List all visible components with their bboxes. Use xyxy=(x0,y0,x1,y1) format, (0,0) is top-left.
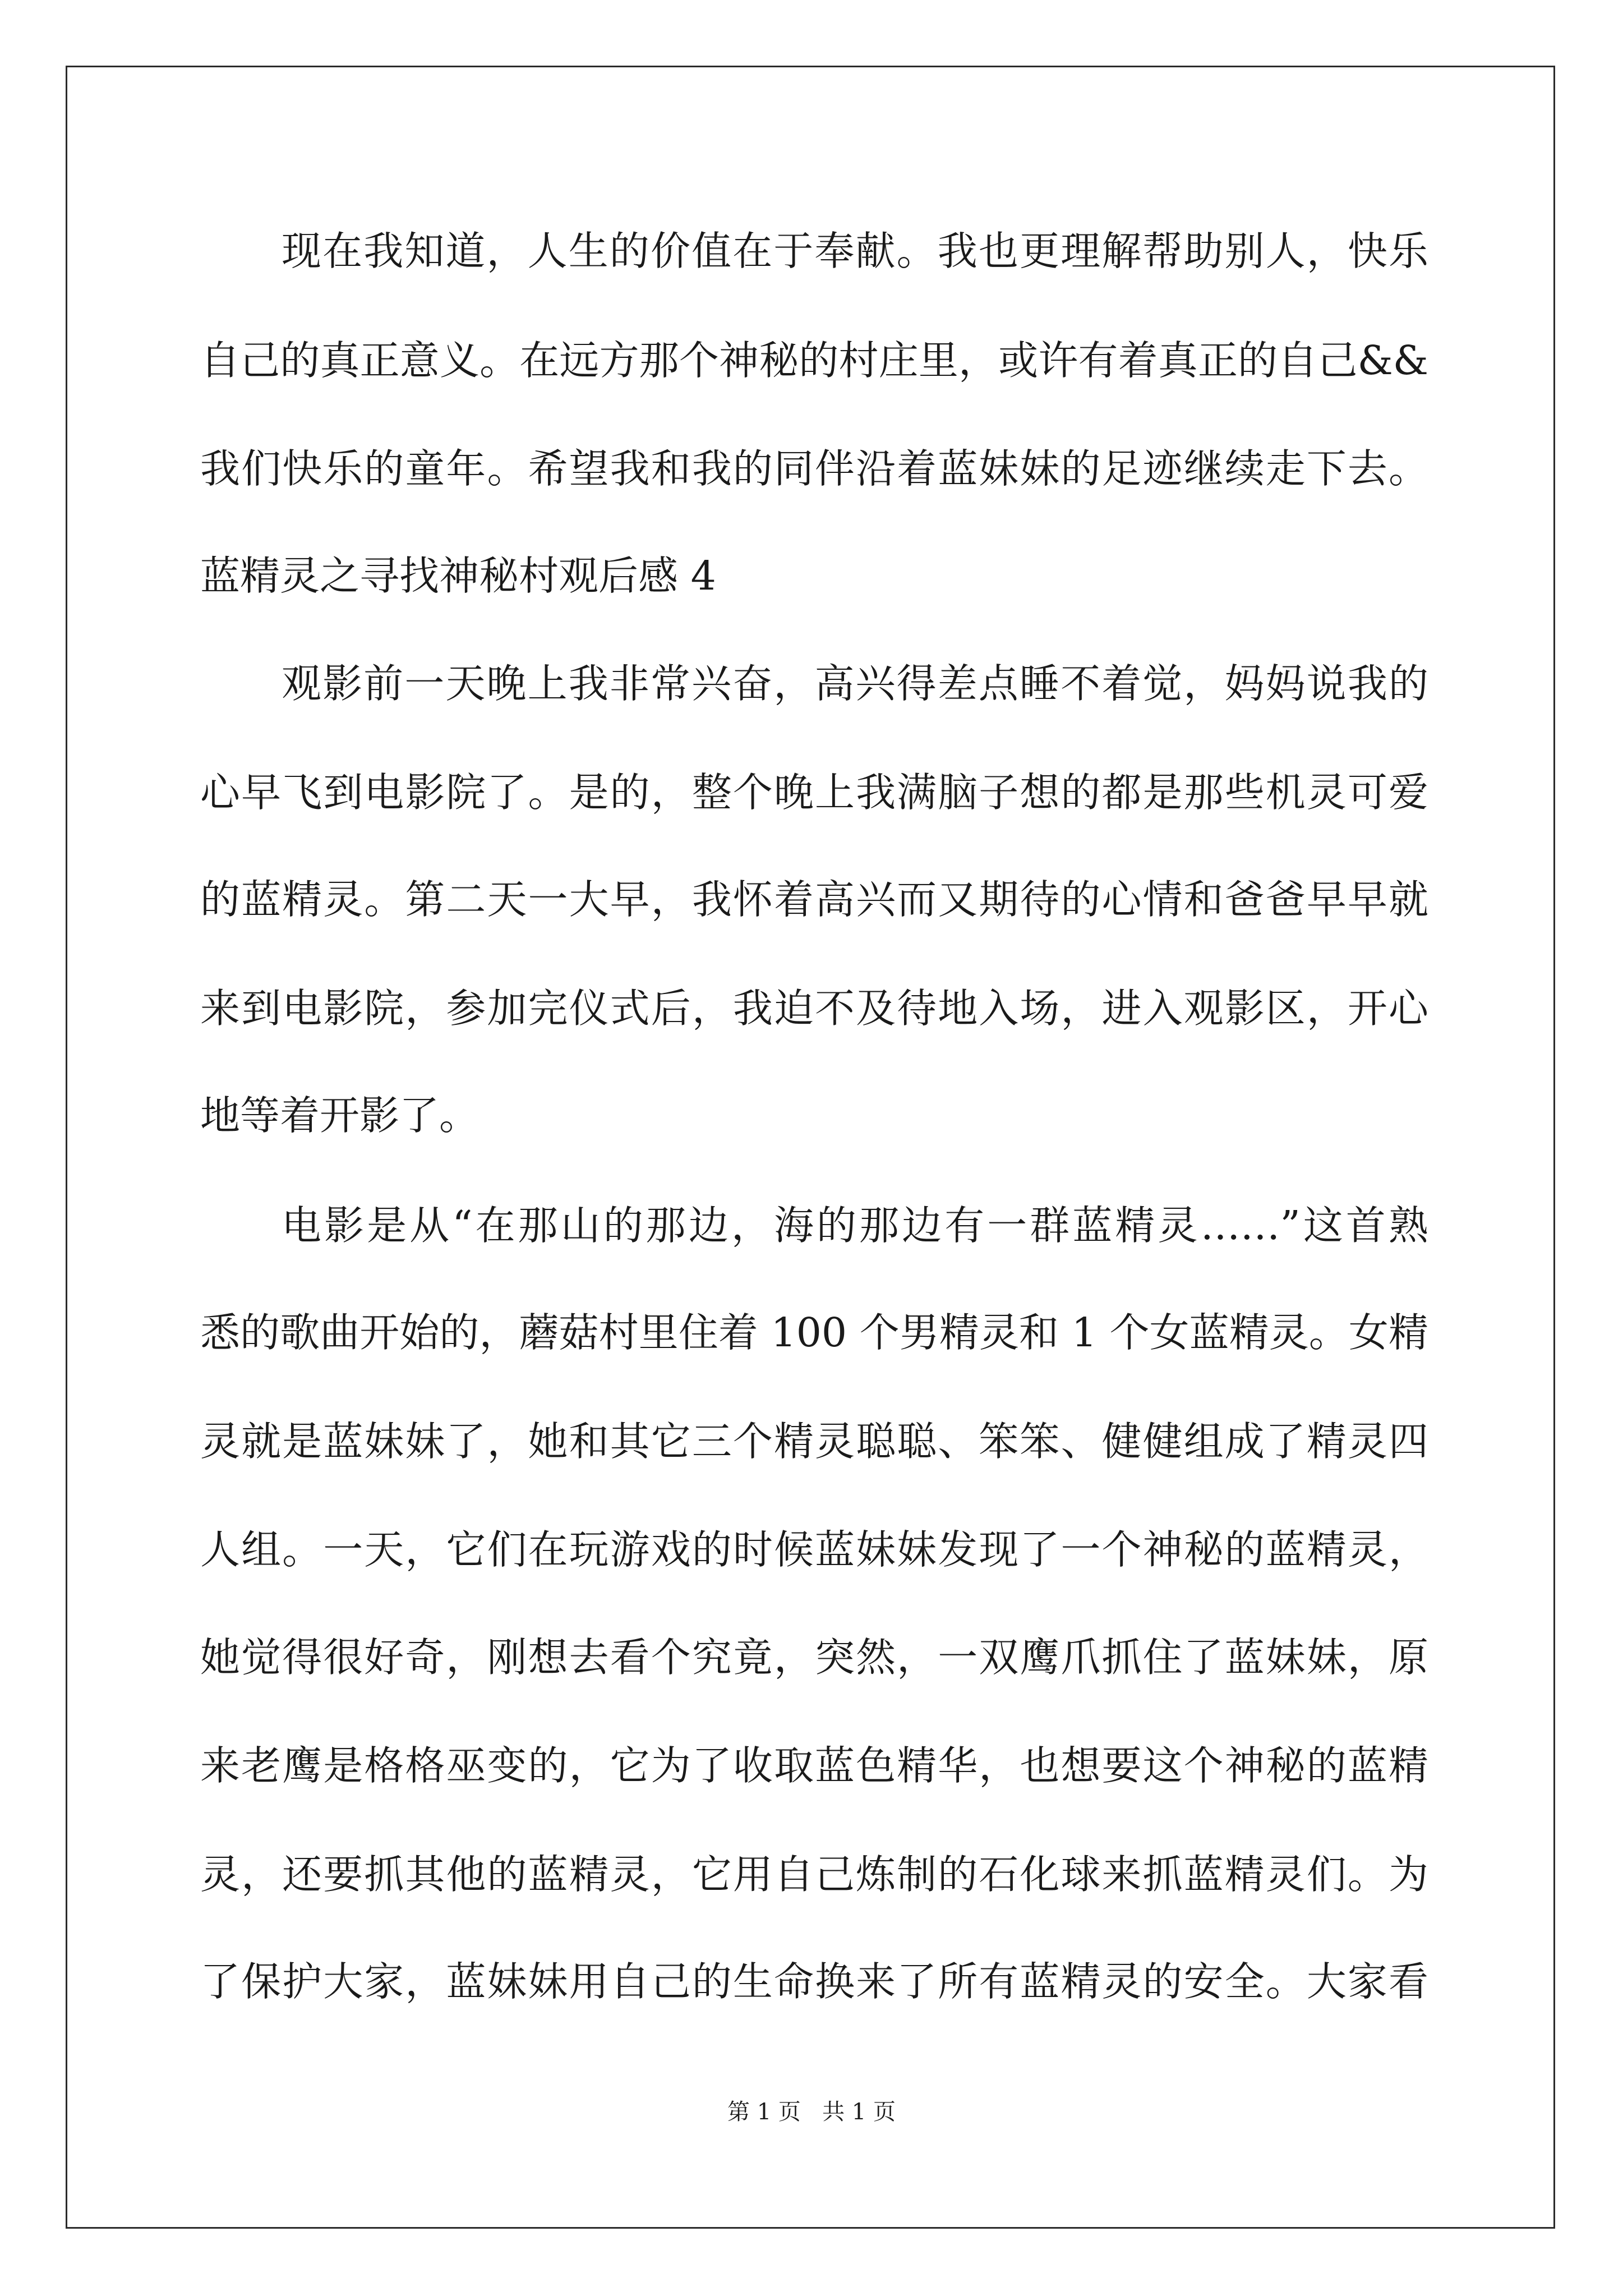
paragraph-line: 来到电影院，参加完仪式后，我迫不及待地入场，进入观影区，开心 xyxy=(200,985,1428,1032)
paragraph-line: 灵，还要抓其他的蓝精灵，它用自己炼制的石化球来抓蓝精灵们。为 xyxy=(200,1851,1428,1898)
paragraph-line: 电影是从“在那山的那边，海的那边有一群蓝精灵……”这首熟 xyxy=(282,1202,1428,1249)
paragraph-line: 现在我知道，人生的价值在于奉献。我也更理解帮助别人，快乐 xyxy=(282,228,1428,274)
paragraph-line: 自己的真正意义。在远方那个神秘的村庄里，或许有着真正的自己&& xyxy=(200,337,1428,384)
paragraph-line: 心早飞到电影院了。是的，整个晚上我满脑子想的都是那些机灵可爱 xyxy=(200,769,1428,816)
section-heading: 蓝精灵之寻找神秘村观后感 4 xyxy=(200,553,716,599)
paragraph-line: 灵就是蓝妹妹了，她和其它三个精灵聪聪、笨笨、健健组成了精灵四 xyxy=(200,1418,1428,1465)
page-number-footer: 第 1 页 共 1 页 xyxy=(727,2099,896,2125)
paragraph-line: 观影前一天晚上我非常兴奋，高兴得差点睡不着觉，妈妈说我的 xyxy=(282,660,1428,707)
paragraph-line: 来老鹰是格格巫变的，它为了收取蓝色精华，也想要这个神秘的蓝精 xyxy=(200,1742,1428,1789)
paragraph-line: 了保护大家，蓝妹妹用自己的生命换来了所有蓝精灵的安全。大家看 xyxy=(200,1958,1428,2005)
paragraph-line: 悉的歌曲开始的，蘑菇村里住着 100 个男精灵和 1 个女蓝精灵。女精 xyxy=(200,1309,1428,1356)
paragraph-line: 人组。一天，它们在玩游戏的时候蓝妹妹发现了一个神秘的蓝精灵， xyxy=(200,1526,1428,1573)
page-border xyxy=(66,66,1555,2229)
paragraph-line: 地等着开影了。 xyxy=(200,1092,479,1139)
paragraph-line: 我们快乐的童年。希望我和我的同伴沿着蓝妹妹的足迹继续走下去。 xyxy=(200,445,1428,492)
paragraph-line: 她觉得很好奇，刚想去看个究竟，突然，一双鹰爪抓住了蓝妹妹，原 xyxy=(200,1634,1428,1681)
paragraph-line: 的蓝精灵。第二天一大早，我怀着高兴而又期待的心情和爸爸早早就 xyxy=(200,876,1428,923)
